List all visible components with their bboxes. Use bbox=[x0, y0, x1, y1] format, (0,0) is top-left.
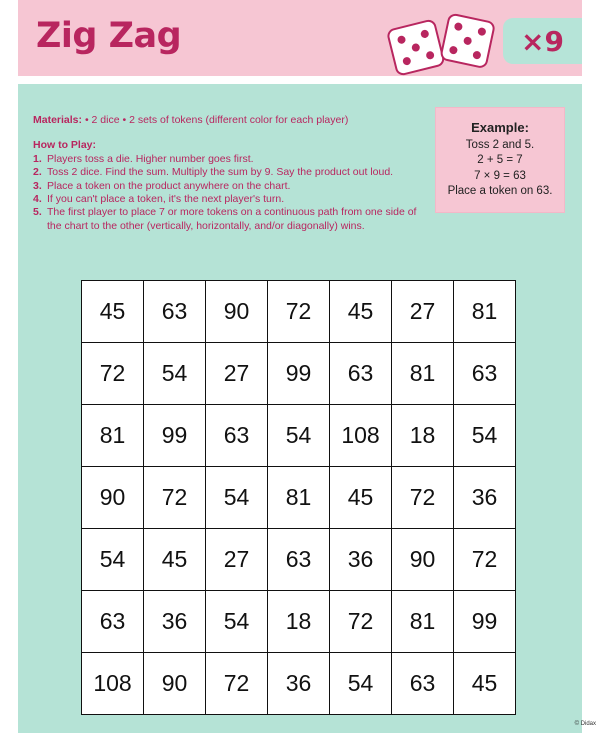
board-cell[interactable]: 54 bbox=[454, 405, 516, 467]
board-row bbox=[82, 653, 516, 715]
board-cell[interactable]: 27 bbox=[206, 529, 268, 591]
board-cell[interactable]: 81 bbox=[392, 591, 454, 653]
board-cell[interactable]: 63 bbox=[144, 281, 206, 343]
board-cell[interactable]: 36 bbox=[144, 591, 206, 653]
board-cell[interactable]: 45 bbox=[144, 529, 206, 591]
board-cell[interactable]: 63 bbox=[454, 343, 516, 405]
header-banner bbox=[18, 0, 582, 76]
board-cell[interactable]: 36 bbox=[268, 653, 330, 715]
multiplier-badge: ×9 bbox=[503, 18, 582, 64]
board-row bbox=[82, 467, 516, 529]
game-board bbox=[81, 280, 516, 715]
board-cell[interactable]: 63 bbox=[392, 653, 454, 715]
board-row bbox=[82, 405, 516, 467]
step-item: 3. Place a token on the product anywhere on the chart. bbox=[33, 179, 291, 192]
board-cell[interactable]: 72 bbox=[330, 591, 392, 653]
copyright-text: © Didax bbox=[574, 721, 596, 727]
board-cell[interactable]: 54 bbox=[82, 529, 144, 591]
board-cell[interactable]: 36 bbox=[454, 467, 516, 529]
board-cell[interactable]: 72 bbox=[454, 529, 516, 591]
board-row bbox=[82, 343, 516, 405]
example-heading: Example: bbox=[471, 120, 529, 135]
board-cell[interactable]: 54 bbox=[206, 591, 268, 653]
board-cell[interactable]: 45 bbox=[330, 467, 392, 529]
step-item: 1. Players toss a die. Higher number goes first. bbox=[33, 152, 254, 165]
example-line: Toss 2 and 5. bbox=[465, 138, 535, 151]
board-cell[interactable]: 81 bbox=[268, 467, 330, 529]
board-cell[interactable]: 54 bbox=[144, 343, 206, 405]
board-row bbox=[82, 281, 516, 343]
board-cell[interactable]: 27 bbox=[206, 343, 268, 405]
board-cell[interactable]: 54 bbox=[330, 653, 392, 715]
dice-icon bbox=[380, 10, 500, 76]
board-cell[interactable]: 90 bbox=[144, 653, 206, 715]
board-cell[interactable]: 81 bbox=[82, 405, 144, 467]
board-cell[interactable]: 90 bbox=[392, 529, 454, 591]
board-cell[interactable]: 45 bbox=[454, 653, 516, 715]
materials-text: • 2 dice • 2 sets of tokens (different color for each player) bbox=[82, 114, 349, 126]
example-box bbox=[436, 108, 564, 212]
board-cell[interactable]: 72 bbox=[144, 467, 206, 529]
rules-section bbox=[33, 114, 423, 233]
board-cell[interactable]: 36 bbox=[330, 529, 392, 591]
board-cell[interactable]: 27 bbox=[392, 281, 454, 343]
board-cell[interactable]: 63 bbox=[330, 343, 392, 405]
example-line: Place a token on 63. bbox=[447, 185, 553, 197]
board-row bbox=[82, 591, 516, 653]
board-cell[interactable]: 63 bbox=[82, 591, 144, 653]
board-cell[interactable]: 45 bbox=[82, 281, 144, 343]
page-title: Zig Zag bbox=[36, 16, 182, 56]
board-cell[interactable]: 99 bbox=[268, 343, 330, 405]
example-line: 7 × 9 = 63 bbox=[474, 169, 526, 182]
board-cell[interactable]: 81 bbox=[392, 343, 454, 405]
board-cell[interactable]: 72 bbox=[82, 343, 144, 405]
board-cell[interactable]: 72 bbox=[268, 281, 330, 343]
board-row bbox=[82, 529, 516, 591]
example-line: 2 + 5 = 7 bbox=[477, 154, 523, 166]
board-cell[interactable]: 72 bbox=[206, 653, 268, 715]
step-item: 4. If you can't place a token, it's the next player's turn. bbox=[33, 193, 285, 206]
board-cell[interactable]: 18 bbox=[392, 405, 454, 467]
board-cell[interactable]: 72 bbox=[392, 467, 454, 529]
board-cell[interactable]: 18 bbox=[268, 591, 330, 653]
board-cell[interactable]: 90 bbox=[82, 467, 144, 529]
board-cell[interactable]: 45 bbox=[330, 281, 392, 343]
board-cell[interactable]: 54 bbox=[206, 467, 268, 529]
board-cell[interactable]: 63 bbox=[268, 529, 330, 591]
board-cell[interactable]: 81 bbox=[454, 281, 516, 343]
step-item: 2. Toss 2 dice. Find the sum. Multiply the sum by 9. Say the product out loud. bbox=[33, 166, 394, 179]
step-item: 5. The first player to place 7 or more tokens on a continuous path from one side of the chart to the other (vertically, horizontally, and/or diagonally) wins. bbox=[33, 206, 417, 232]
board-cell[interactable]: 108 bbox=[82, 653, 144, 715]
board-cell[interactable]: 54 bbox=[268, 405, 330, 467]
materials-label: Materials: bbox=[33, 114, 83, 126]
board-cell[interactable]: 99 bbox=[144, 405, 206, 467]
board-cell[interactable]: 108 bbox=[330, 405, 392, 467]
board-cell[interactable]: 63 bbox=[206, 405, 268, 467]
board-cell[interactable]: 90 bbox=[206, 281, 268, 343]
materials-line bbox=[33, 114, 423, 127]
how-to-play-heading: How to Play: bbox=[33, 139, 97, 152]
board-cell[interactable]: 99 bbox=[454, 591, 516, 653]
game-panel bbox=[18, 84, 582, 733]
steps-list bbox=[33, 153, 423, 233]
